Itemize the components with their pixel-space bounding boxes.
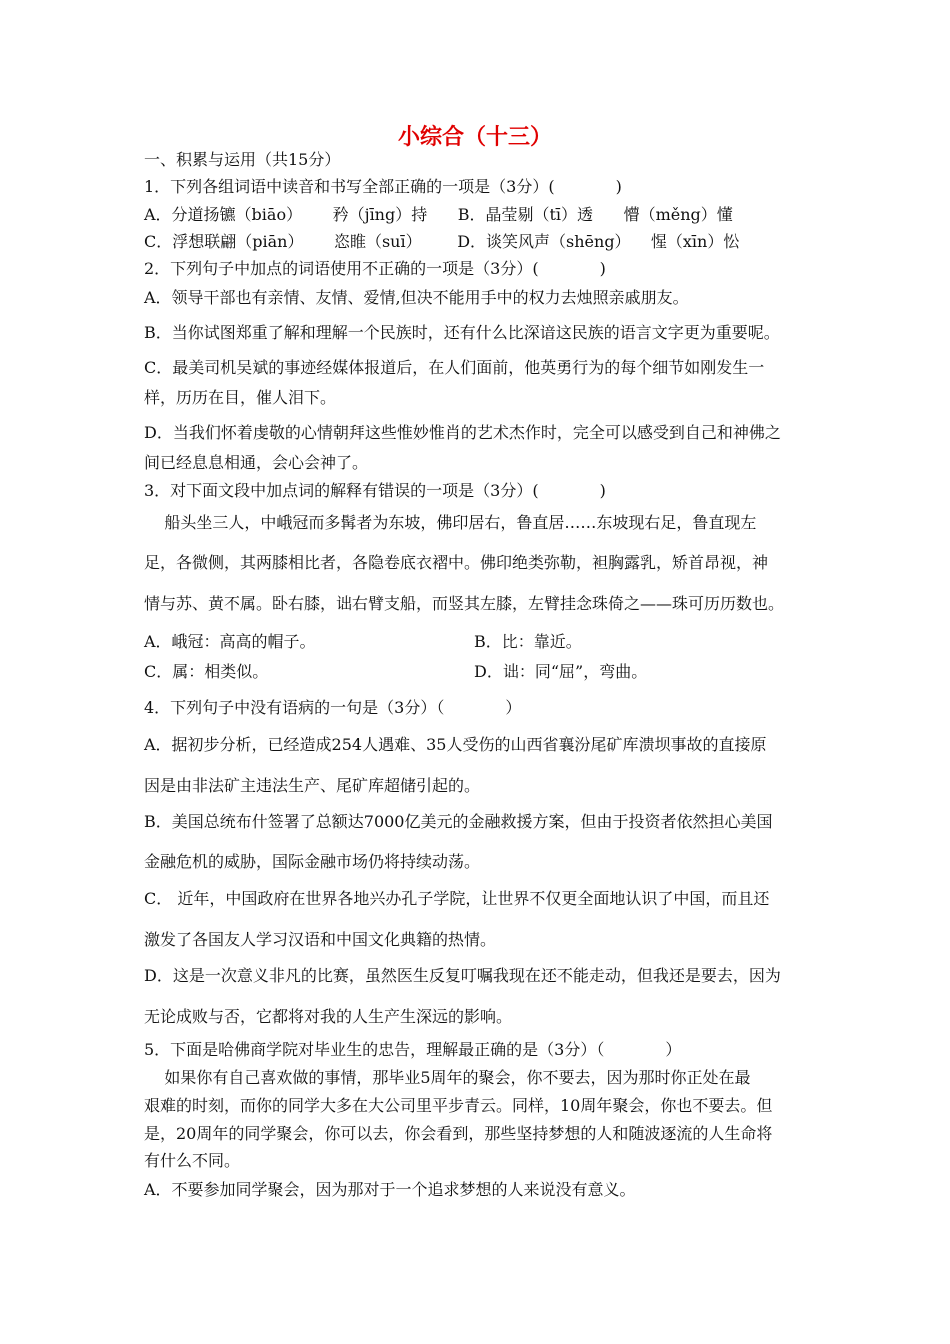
q2-stem: 2．下列句子中加点的词语使用不正确的一项是（3分）( ) xyxy=(144,259,606,278)
q3-stem: 3．对下面文段中加点词的解释有错误的一项是（3分）( ) xyxy=(144,481,606,500)
q4-option-d-line1: D．这是一次意义非凡的比赛，虽然医生反复叮嘱我现在还不能走动，但我还是要去，因为 xyxy=(144,966,781,985)
q3-option-b: B．比：靠近。 xyxy=(474,632,582,651)
q4-stem: 4．下列句子中没有语病的一句是（3分）（ ） xyxy=(144,698,522,717)
q1-options-ab: A．分道扬镳（biāo） 矜（jīng）持 B．晶莹剔（tī）透 懵（měng）懂 xyxy=(144,205,733,224)
q2-option-d-line2: 间已经息息相通，会心会神了。 xyxy=(144,453,369,472)
q5-passage-line1: 如果你有自己喜欢做的事情，那毕业5周年的聚会，你不要去，因为那时你正处在最 xyxy=(144,1068,751,1087)
q3-passage-line3: 情与苏、黄不属。卧右膝，诎右臂支船，而竖其左膝，左臂挂念珠倚之——珠可历历数也。 xyxy=(144,594,785,613)
q3-option-d: D．诎：同“屈”，弯曲。 xyxy=(474,662,648,681)
page-title: 小综合（十三） xyxy=(397,125,552,150)
q4-option-c-line1: C． 近年，中国政府在世界各地兴办孔子学院，让世界不仅更全面地认识了中国，而且还 xyxy=(144,889,770,908)
q3-passage-line1: 船头坐三人，中峨冠而多髯者为东坡，佛印居右，鲁直居……东坡现右足，鲁直现左 xyxy=(144,513,757,532)
q5-stem: 5．下面是哈佛商学院对毕业生的忠告，理解最正确的是（3分）（ ） xyxy=(144,1040,682,1059)
q2-option-d-line1: D．当我们怀着虔敬的心情朝拜这些惟妙惟肖的艺术杰作时，完全可以感受到自己和神佛之 xyxy=(144,423,781,442)
q2-option-a: A．领导干部也有亲情、友情、爱情,但决不能用手中的权力去烛照亲戚朋友。 xyxy=(144,288,689,307)
q2-option-c-line1: C．最美司机吴斌的事迹经媒体报道后，在人们面前，他英勇行为的每个细节如刚发生一 xyxy=(144,358,765,377)
q2-option-c-line2: 样，历历在目，催人泪下。 xyxy=(144,388,337,407)
q4-option-b-line1: B．美国总统布什签署了总额达7000亿美元的金融救援方案，但由于投资者依然担心美国 xyxy=(144,812,773,831)
q1-options-cd: C．浮想联翩（piān） 恣睢（suī） D．谈笑风声（shēng） 惺（xīn）忪 xyxy=(144,232,740,251)
q5-passage-line2: 艰难的时刻，而你的同学大多在大公司里平步青云。同样，10周年聚会，你也不要去。但 xyxy=(144,1096,773,1115)
q4-option-d-line2: 无论成败与否，它都将对我的人生产生深远的影响。 xyxy=(144,1007,513,1026)
q4-option-a-line1: A．据初步分析，已经造成254人遇难、35人受伤的山西省襄汾尾矿库溃坝事故的直接原 xyxy=(144,735,767,754)
q4-option-a-line2: 因是由非法矿主违法生产、尾矿库超储引起的。 xyxy=(144,776,481,795)
section-heading: 一、积累与运用（共15分） xyxy=(144,150,341,169)
q2-option-b: B．当你试图郑重了解和理解一个民族时，还有什么比深谙这民族的语言文字更为重要呢。 xyxy=(144,323,780,342)
q3-option-a: A．峨冠：高高的帽子。 xyxy=(144,632,316,651)
q5-passage-line4: 有什么不同。 xyxy=(144,1151,241,1170)
q5-passage-line3: 是，20周年的同学聚会，你可以去，你会看到，那些坚持梦想的人和随波逐流的人生命将 xyxy=(144,1124,773,1143)
q3-passage-line2: 足，各微侧，其两膝相比者，各隐卷底衣褶中。佛印绝类弥勒，袒胸露乳，矫首昂视，神 xyxy=(144,553,769,572)
q1-stem: 1．下列各组词语中读音和书写全部正确的一项是（3分）( ) xyxy=(144,177,622,196)
q4-option-b-line2: 金融危机的威胁，国际金融市场仍将持续动荡。 xyxy=(144,852,481,871)
q4-option-c-line2: 激发了各国友人学习汉语和中国文化典籍的热情。 xyxy=(144,930,497,949)
q5-option-a: A．不要参加同学聚会，因为那对于一个追求梦想的人来说没有意义。 xyxy=(144,1180,636,1199)
q3-option-c: C．属：相类似。 xyxy=(144,662,269,681)
